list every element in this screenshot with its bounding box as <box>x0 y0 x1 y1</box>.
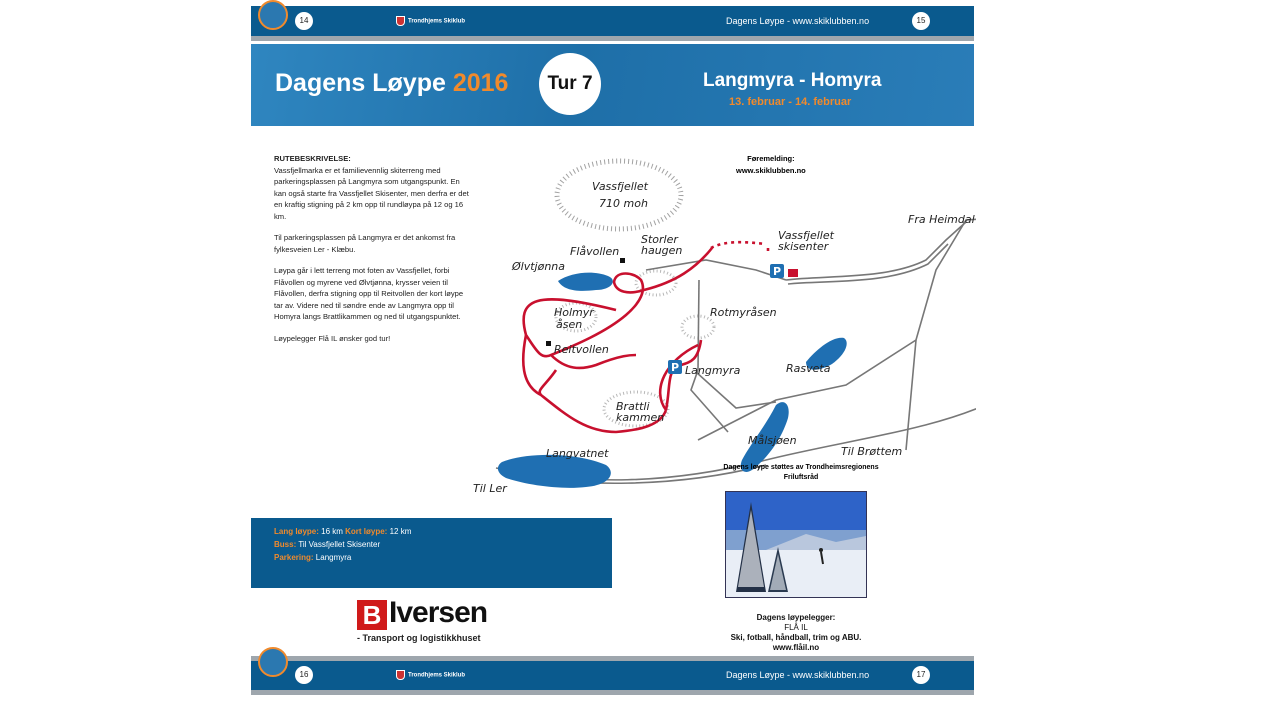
map-label: kammen <box>616 411 665 424</box>
map-label: Til Brøttem <box>841 445 903 458</box>
top-bar <box>251 6 974 36</box>
map-label: Storler <box>641 233 678 246</box>
tour-badge: Tur 7 <box>539 53 601 115</box>
page-number-right: 17 <box>912 666 930 684</box>
map-label: Langvatnet <box>546 447 609 460</box>
route-description <box>274 153 469 354</box>
svg-text:P: P <box>773 265 782 278</box>
title-banner <box>251 44 974 126</box>
club-badge-icon <box>258 647 288 677</box>
parking-icon <box>668 360 682 374</box>
description-paragraph: Løypa går i lett terreng mot foten av Vassfjellet, forbi Flåvollen og myrene ved Ølvtjønna, krysser veien til Flåvollen, derfra stigning opp til Reitvollen der kort løype tar av. Videre ned til søndre ende av Langmyra opp til Homyra langs Brattlikammen og ned til utgangspunktet. <box>274 266 464 321</box>
map-label: Reitvollen <box>554 343 609 356</box>
sponsor-tagline: - Transport og logistikkhuset <box>357 633 481 643</box>
map-label: skisenter <box>778 240 829 253</box>
map-label: Holmyr <box>554 306 594 319</box>
description-paragraph: Løypelegger Flå IL ønsker god tur! <box>274 333 391 343</box>
shield-icon <box>396 670 405 680</box>
map-label: Langmyra <box>685 364 741 377</box>
description-heading: RUTEBESKRIVELSE: <box>274 154 351 163</box>
divider <box>251 36 974 41</box>
map-label: Ølvtjønna <box>512 260 566 273</box>
page-number-left: 16 <box>295 666 313 684</box>
description-paragraph: Vassfjellmarka er et familievennlig skiterreng med parkeringsplassen på Langmyra som utgangspunkt. En kan også starte fra Vassfjellet Skisenter, men derfra er det en kraftig stigning på 2 km opp til rundløypa på 12 og 16 km. <box>274 165 469 221</box>
club-badge-icon <box>258 0 288 30</box>
map-label: Fra Heimdal <box>908 213 975 226</box>
description-paragraph: Til parkeringsplassen på Langmyra er det ankomst fra fylkesveien Ler - Klæbu. <box>274 233 456 254</box>
map-label: Vassfjellet <box>592 180 648 193</box>
sponsor-logo <box>357 596 497 646</box>
winter-photo <box>725 491 867 598</box>
map-label: Til Ler <box>473 482 507 495</box>
web-link[interactable]: Dagens Løype - www.skiklubben.no <box>726 670 870 680</box>
route-setter-link[interactable]: www.flåil.no <box>772 643 820 652</box>
bus-row: Buss: Til Vassfjellet Skisenter <box>274 540 381 549</box>
sponsor-name: Iversen <box>389 596 488 629</box>
flavollen-marker <box>620 258 625 263</box>
club-name: Trondhjems Skiklub <box>396 16 465 26</box>
route-dates: 13. februar - 14. februar <box>729 96 852 108</box>
sponsor-letter: B <box>357 600 387 630</box>
reitvollen-marker <box>546 341 551 346</box>
vassfjellet-summit <box>557 161 681 229</box>
route-title: Langmyra - Homyra <box>703 70 882 91</box>
map-label: Brattli <box>616 400 650 413</box>
map-label: Målsjøen <box>748 434 797 447</box>
support-text: Dagens løype støttes av Trondheimsregionens Friluftsråd <box>723 464 879 481</box>
cafe-icon <box>788 269 798 277</box>
map-label: Rotmyråsen <box>710 306 777 319</box>
shield-icon <box>396 16 405 26</box>
map-label: Rasveta <box>786 362 831 375</box>
foremelding: Føremelding: www.skiklubben.no <box>736 154 806 175</box>
divider <box>251 690 974 695</box>
route-map <box>466 140 976 500</box>
info-box <box>251 518 612 588</box>
brochure-spread <box>251 0 974 700</box>
svg-text:P: P <box>671 361 680 374</box>
map-label: Vassfjellet <box>778 229 834 242</box>
parking-icon <box>770 264 784 278</box>
map-label: åsen <box>556 318 583 331</box>
bottom-bar <box>251 661 974 690</box>
parking-row: Parkering: Langmyra <box>274 553 352 562</box>
map-label: Flåvollen <box>570 245 620 258</box>
olvtjonna-lake <box>558 273 613 291</box>
map-label: 710 moh <box>599 197 648 210</box>
page-number-left: 14 <box>295 12 313 30</box>
web-link[interactable]: Dagens Løype - www.skiklubben.no <box>726 16 870 26</box>
distance-row: Lang løype: 16 km Kort løype: 12 km <box>274 527 412 536</box>
page-number-right: 15 <box>912 12 930 30</box>
banner-year: 2016 <box>452 69 509 97</box>
map-label: haugen <box>641 244 683 257</box>
route-setter: Dagens løypelegger: FLÅ IL Ski, fotball, håndball, trim og ABU. www.flåil.no <box>701 613 891 653</box>
club-name: Trondhjems Skiklub <box>396 670 465 680</box>
foremelding-link[interactable]: www.skiklubben.no <box>736 166 806 175</box>
banner-title: Dagens Løype 2016 <box>275 69 509 97</box>
